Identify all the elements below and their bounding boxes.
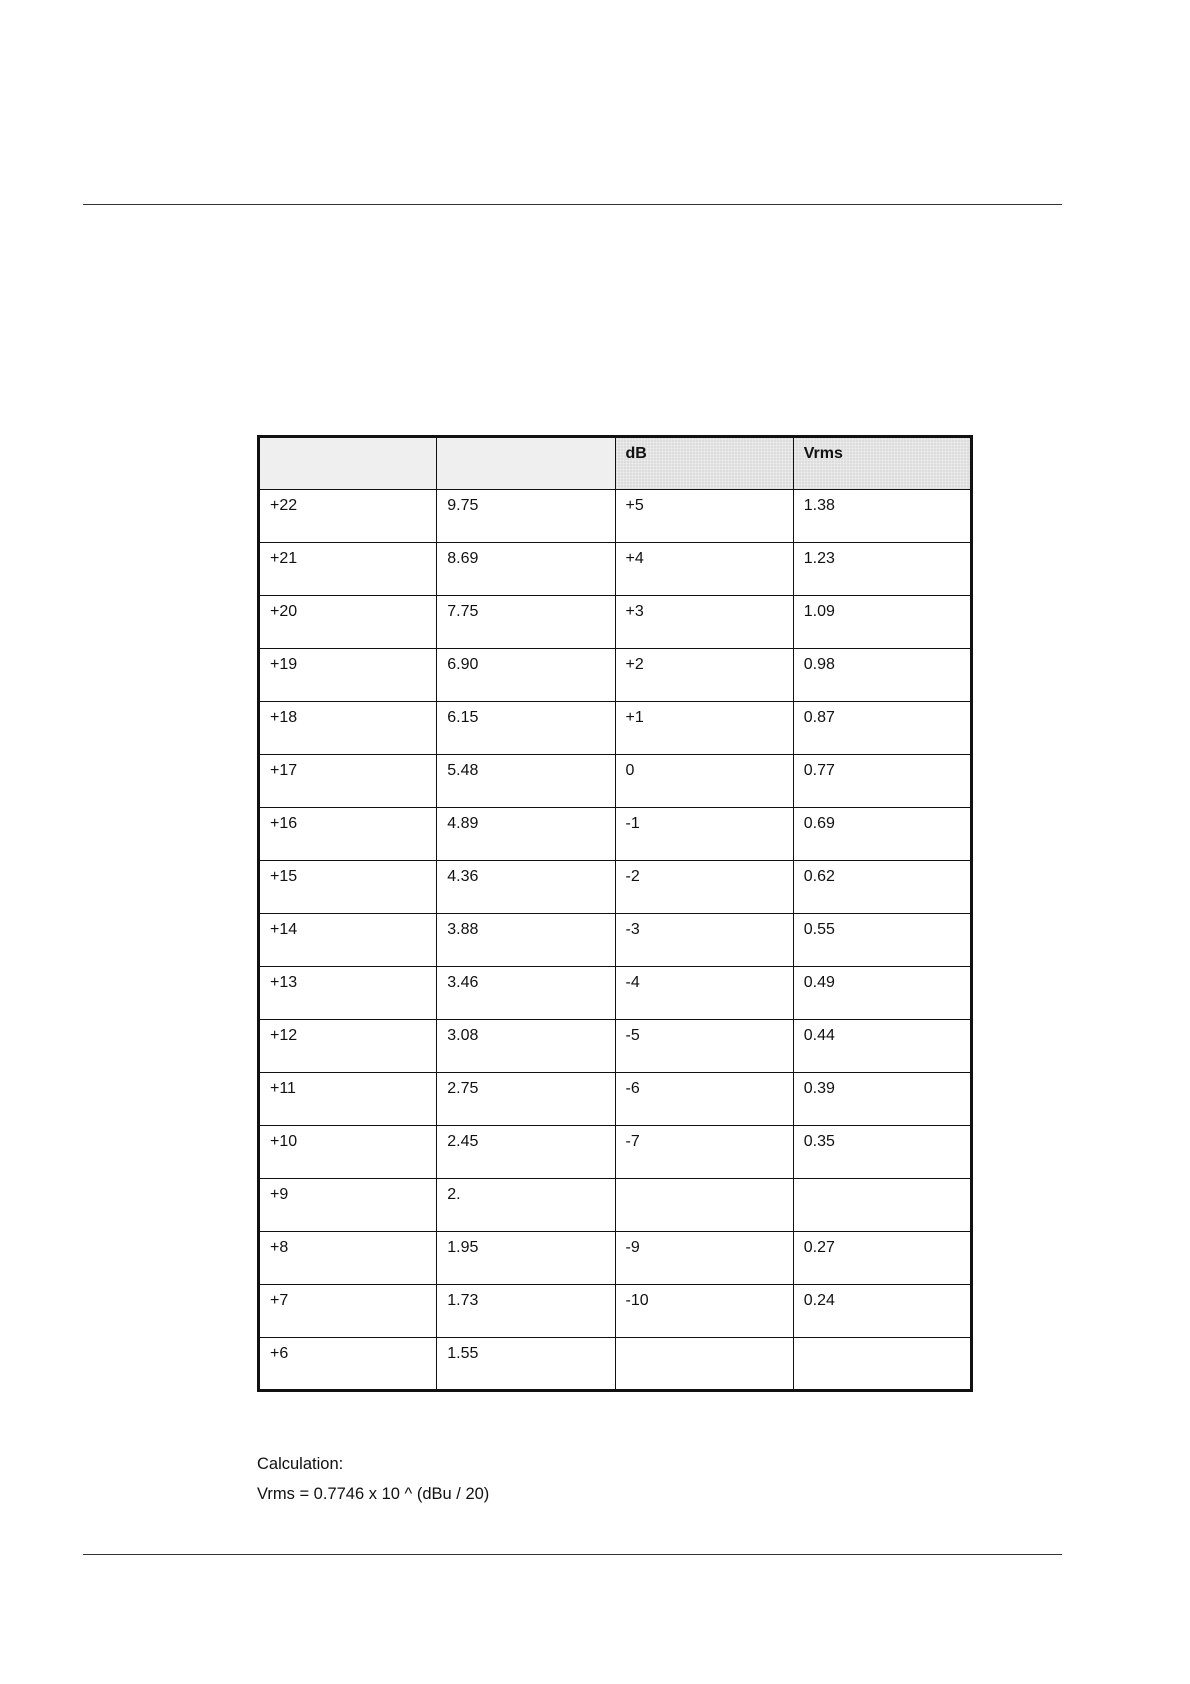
vrms-right-cell: 0.24 xyxy=(793,1285,971,1338)
table-row xyxy=(259,1338,972,1391)
table-row xyxy=(259,914,972,967)
dbu-cell: +10 xyxy=(259,1126,437,1179)
table-row xyxy=(259,1073,972,1126)
dbu-cell: +9 xyxy=(259,1179,437,1232)
vrms-right-cell: 0.44 xyxy=(793,1020,971,1073)
table-row xyxy=(259,1285,972,1338)
header-cell-db: dB xyxy=(615,437,793,490)
vrms-cell: 2.75 xyxy=(437,1073,615,1126)
table-body xyxy=(259,490,972,1391)
vrms-right-cell xyxy=(793,1179,971,1232)
vrms-cell: 1.55 xyxy=(437,1338,615,1391)
table-row xyxy=(259,543,972,596)
vrms-right-cell: 0.69 xyxy=(793,808,971,861)
db-cell: +5 xyxy=(615,490,793,543)
db-cell: -4 xyxy=(615,967,793,1020)
db-cell: -9 xyxy=(615,1232,793,1285)
dbu-cell: +6 xyxy=(259,1338,437,1391)
dbu-cell: +12 xyxy=(259,1020,437,1073)
dbu-cell: +19 xyxy=(259,649,437,702)
vrms-cell: 3.88 xyxy=(437,914,615,967)
dbu-cell: +16 xyxy=(259,808,437,861)
table-row xyxy=(259,1232,972,1285)
table-row xyxy=(259,596,972,649)
vrms-cell: 2. xyxy=(437,1179,615,1232)
vrms-right-cell: 1.23 xyxy=(793,543,971,596)
table-header-row xyxy=(259,437,972,490)
db-cell: -3 xyxy=(615,914,793,967)
vrms-cell: 4.89 xyxy=(437,808,615,861)
vrms-right-cell xyxy=(793,1338,971,1391)
db-cell: -2 xyxy=(615,861,793,914)
vrms-right-cell: 0.87 xyxy=(793,702,971,755)
footer-rule xyxy=(83,1554,1062,1555)
header-rule xyxy=(83,204,1062,205)
vrms-right-cell: 0.98 xyxy=(793,649,971,702)
dbu-cell: +8 xyxy=(259,1232,437,1285)
table-row xyxy=(259,967,972,1020)
db-cell: +2 xyxy=(615,649,793,702)
table-row xyxy=(259,1020,972,1073)
vrms-right-cell: 0.62 xyxy=(793,861,971,914)
db-cell: +1 xyxy=(615,702,793,755)
table-row xyxy=(259,1179,972,1232)
db-cell: -7 xyxy=(615,1126,793,1179)
dbu-vrms-conversion-table xyxy=(257,435,973,1392)
vrms-cell: 1.73 xyxy=(437,1285,615,1338)
vrms-cell: 7.75 xyxy=(437,596,615,649)
vrms-right-cell: 0.49 xyxy=(793,967,971,1020)
vrms-right-cell: 0.35 xyxy=(793,1126,971,1179)
header-cell-vrms-left xyxy=(437,437,615,490)
db-cell xyxy=(615,1338,793,1391)
table-row xyxy=(259,649,972,702)
vrms-cell: 3.08 xyxy=(437,1020,615,1073)
vrms-right-cell: 0.27 xyxy=(793,1232,971,1285)
dbu-cell: +18 xyxy=(259,702,437,755)
dbu-cell: +7 xyxy=(259,1285,437,1338)
dbu-cell: +13 xyxy=(259,967,437,1020)
db-cell: +3 xyxy=(615,596,793,649)
db-cell xyxy=(615,1179,793,1232)
db-cell: 0 xyxy=(615,755,793,808)
vrms-cell: 6.90 xyxy=(437,649,615,702)
vrms-cell: 1.95 xyxy=(437,1232,615,1285)
vrms-right-cell: 0.77 xyxy=(793,755,971,808)
db-cell: -6 xyxy=(615,1073,793,1126)
dbu-cell: +15 xyxy=(259,861,437,914)
vrms-right-cell: 1.38 xyxy=(793,490,971,543)
vrms-cell: 5.48 xyxy=(437,755,615,808)
vrms-cell: 2.45 xyxy=(437,1126,615,1179)
db-cell: -1 xyxy=(615,808,793,861)
db-cell: +4 xyxy=(615,543,793,596)
db-cell: -10 xyxy=(615,1285,793,1338)
dbu-cell: +11 xyxy=(259,1073,437,1126)
table-row xyxy=(259,490,972,543)
header-cell-dbu xyxy=(259,437,437,490)
header-cell-vrms: Vrms xyxy=(793,437,971,490)
vrms-cell: 6.15 xyxy=(437,702,615,755)
db-cell: -5 xyxy=(615,1020,793,1073)
dbu-cell: +20 xyxy=(259,596,437,649)
vrms-cell: 4.36 xyxy=(437,861,615,914)
table-row xyxy=(259,808,972,861)
table-row xyxy=(259,1126,972,1179)
dbu-cell: +22 xyxy=(259,490,437,543)
vrms-cell: 9.75 xyxy=(437,490,615,543)
dbu-cell: +14 xyxy=(259,914,437,967)
table-row xyxy=(259,861,972,914)
vrms-cell: 3.46 xyxy=(437,967,615,1020)
vrms-right-cell: 0.55 xyxy=(793,914,971,967)
calculation-label: Calculation: xyxy=(257,1455,344,1473)
vrms-cell: 8.69 xyxy=(437,543,615,596)
vrms-right-cell: 1.09 xyxy=(793,596,971,649)
table-row xyxy=(259,755,972,808)
dbu-cell: +21 xyxy=(259,543,437,596)
vrms-right-cell: 0.39 xyxy=(793,1073,971,1126)
calculation-formula: Vrms = 0.7746 x 10 ^ (dBu / 20) xyxy=(257,1485,490,1503)
dbu-cell: +17 xyxy=(259,755,437,808)
table-row xyxy=(259,702,972,755)
